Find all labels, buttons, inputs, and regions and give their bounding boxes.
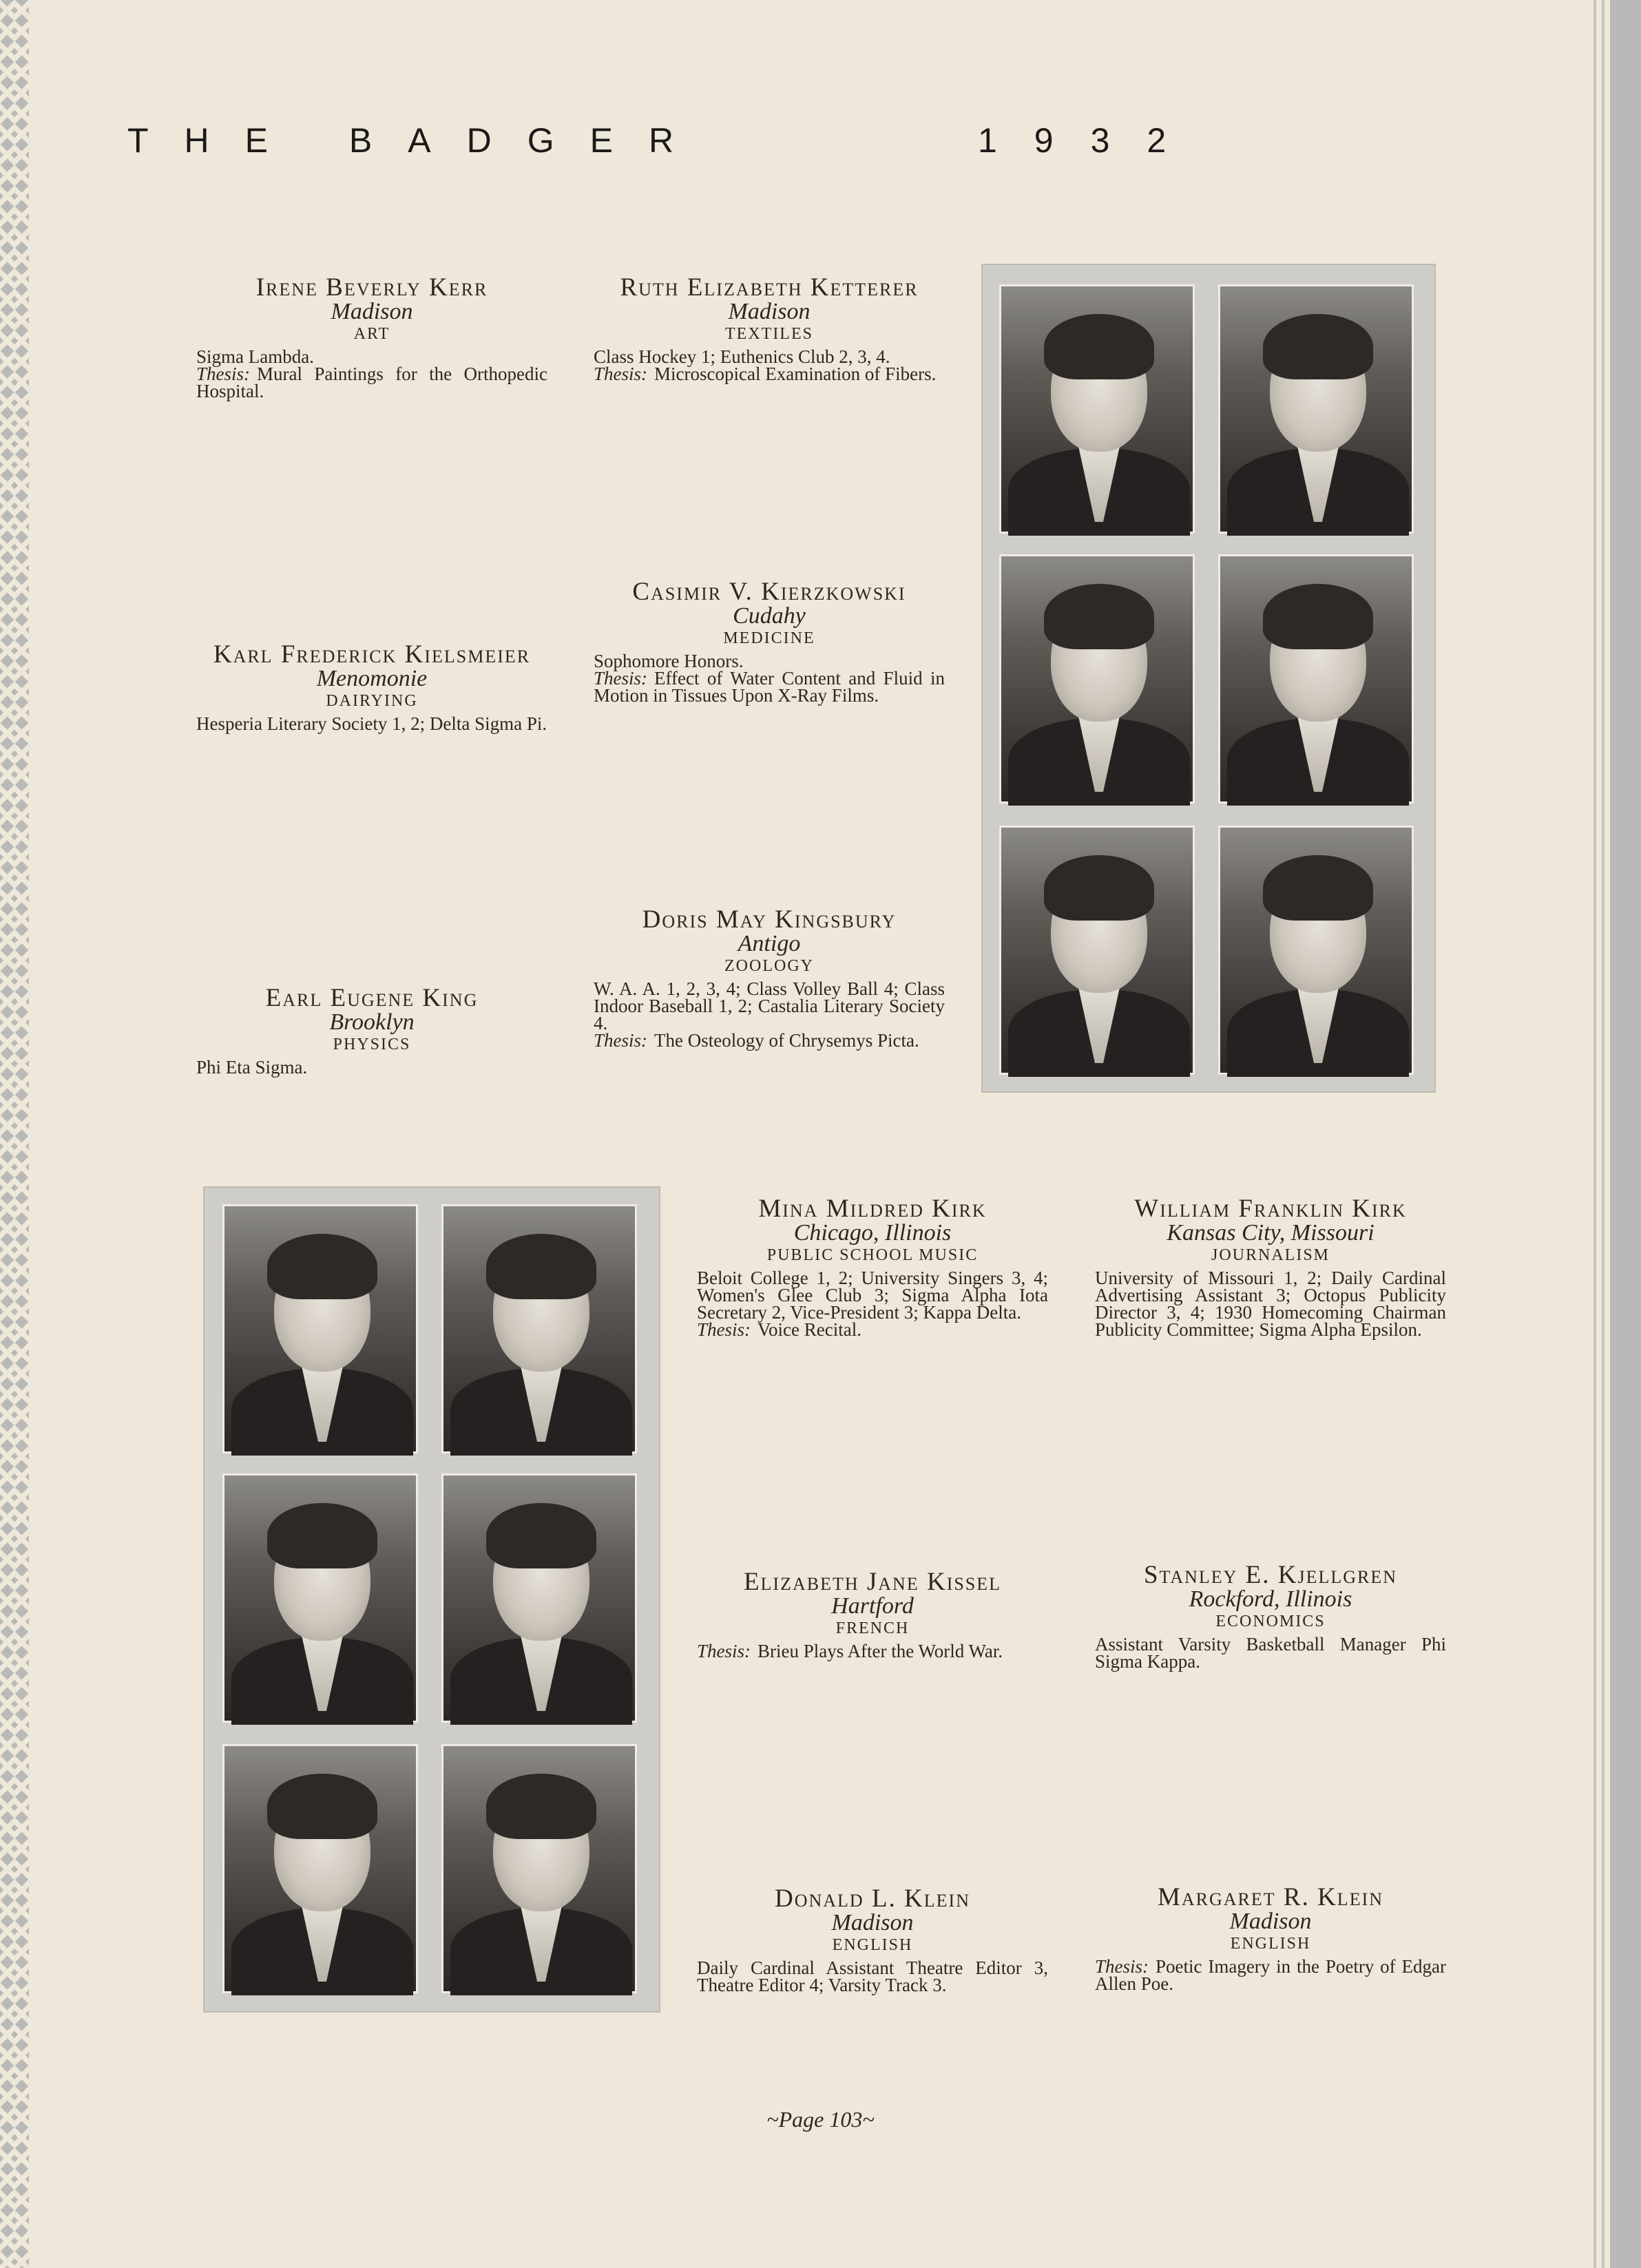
student-thesis xyxy=(697,1643,1048,1660)
right-decorative-border xyxy=(1589,0,1641,2268)
student-thesis xyxy=(697,1321,1048,1338)
entry-kissel xyxy=(697,1570,1048,1660)
entry-kielsmeier xyxy=(196,642,547,733)
student-name: Mina Mildred Kirk xyxy=(758,1195,987,1223)
thesis-label: Thesis: xyxy=(196,364,251,384)
student-major: TEXTILES xyxy=(725,325,813,343)
student-major: ENGLISH xyxy=(832,1936,913,1954)
student-name: Casimir V. Kierzkowski xyxy=(632,578,906,606)
student-town: Rockford, Illinois xyxy=(1189,1586,1352,1612)
student-town: Madison xyxy=(331,299,413,324)
portrait-photo xyxy=(999,284,1195,534)
portrait-photo xyxy=(1218,284,1414,534)
student-major: ZOOLOGY xyxy=(724,957,814,975)
student-major: JOURNALISM xyxy=(1211,1246,1330,1264)
student-name: Elizabeth Jane Kissel xyxy=(743,1568,1002,1596)
thesis-text: Voice Recital. xyxy=(757,1319,861,1340)
student-name: Earl Eugene King xyxy=(265,984,479,1012)
entry-william-kirk xyxy=(1095,1197,1446,1338)
student-major: ART xyxy=(353,325,390,343)
student-town: Madison xyxy=(1229,1909,1312,1934)
thesis-label: Thesis: xyxy=(1095,1956,1149,1977)
student-name: Margaret R. Klein xyxy=(1157,1883,1384,1911)
thesis-label: Thesis: xyxy=(697,1319,751,1340)
student-activities: Assistant Varsity Basketball Manager Phi Sigma Kappa. xyxy=(1095,1634,1446,1672)
student-town: Menomonie xyxy=(316,666,428,691)
entry-ketterer xyxy=(594,275,945,383)
student-thesis xyxy=(594,670,945,704)
thesis-label: Thesis: xyxy=(594,668,648,689)
student-major: ECONOMICS xyxy=(1215,1613,1326,1630)
thesis-label: Thesis: xyxy=(594,364,648,384)
student-thesis xyxy=(1095,1958,1446,1993)
student-town: Cudahy xyxy=(733,603,806,629)
student-activities: Sigma Lambda. xyxy=(196,346,314,367)
thesis-text: Brieu Plays After the World War. xyxy=(757,1641,1003,1661)
student-town: Hartford xyxy=(831,1593,914,1619)
portrait-photo xyxy=(222,1744,418,1993)
thesis-text: The Osteology of Chrysemys Picta. xyxy=(654,1030,919,1051)
entry-margaret-klein xyxy=(1095,1885,1446,1993)
student-name: Irene Beverly Kerr xyxy=(255,273,488,302)
portrait-photo xyxy=(441,1744,637,1993)
portrait-photo xyxy=(441,1204,637,1453)
student-town: Antigo xyxy=(738,931,801,956)
student-name: Karl Frederick Kielsmeier xyxy=(213,640,531,669)
student-major: DAIRYING xyxy=(326,692,418,710)
portrait-photo xyxy=(1218,826,1414,1075)
page-title: THE BADGER xyxy=(127,121,710,160)
portrait-photo xyxy=(1218,554,1414,804)
student-major: FRENCH xyxy=(835,1619,910,1637)
entry-donald-klein xyxy=(697,1884,1048,1995)
student-activities: Hesperia Literary Society 1, 2; Delta Sigma Pi. xyxy=(196,713,547,734)
page-number: ~Page 103~ xyxy=(766,2107,875,2132)
student-activities: Phi Eta Sigma. xyxy=(196,1057,308,1078)
photo-panel-bottom xyxy=(203,1186,660,2013)
entry-kerr xyxy=(196,275,547,400)
thesis-text: Poetic Imagery in the Poetry of Edgar Allen Poe. xyxy=(1095,1956,1446,1994)
student-thesis xyxy=(594,366,945,383)
portrait-photo xyxy=(441,1473,637,1723)
student-major: ENGLISH xyxy=(1230,1935,1311,1953)
student-major: PUBLIC SCHOOL MUSIC xyxy=(766,1246,979,1264)
student-activities: University of Missouri 1, 2; Daily Cardinal Advertising Assistant 3; Octopus Publicity Director 3, 4; 1930 Homecoming Chairman Publicity Committee; Sigma Alpha Epsilon. xyxy=(1095,1268,1446,1340)
portrait-photo xyxy=(999,554,1195,804)
student-town: Madison xyxy=(831,1910,914,1935)
portrait-photo xyxy=(222,1204,418,1453)
entry-kjellgren xyxy=(1095,1563,1446,1670)
thesis-label: Thesis: xyxy=(594,1030,648,1051)
student-town: Chicago, Illinois xyxy=(793,1220,952,1246)
thesis-text: Mural Paintings for the Orthopedic Hospital. xyxy=(196,364,547,401)
student-major: PHYSICS xyxy=(333,1036,411,1053)
entry-kierzkowski xyxy=(594,580,945,704)
left-decorative-border xyxy=(0,0,29,2268)
student-town: Madison xyxy=(728,299,811,324)
student-name: Stanley E. Kjellgren xyxy=(1143,1561,1398,1589)
student-name: Ruth Elizabeth Ketterer xyxy=(620,273,919,302)
student-activities: W. A. A. 1, 2, 3, 4; Class Volley Ball 4; Class Indoor Baseball 1, 2; Castalia Literary Society 4. xyxy=(594,978,945,1033)
portrait-photo xyxy=(222,1473,418,1723)
entry-king xyxy=(196,986,547,1076)
student-major: MEDICINE xyxy=(723,629,815,647)
entry-kingsbury xyxy=(594,907,945,1049)
thesis-label: Thesis: xyxy=(697,1641,751,1661)
student-thesis xyxy=(196,366,547,400)
student-name: William Franklin Kirk xyxy=(1134,1195,1407,1223)
student-activities: Daily Cardinal Assistant Theatre Editor 3, Theatre Editor 4; Varsity Track 3. xyxy=(697,1957,1048,1995)
thesis-text: Microscopical Examination of Fibers. xyxy=(654,364,937,384)
student-activities: Class Hockey 1; Euthenics Club 2, 3, 4. xyxy=(594,346,890,367)
student-town: Brooklyn xyxy=(329,1009,415,1035)
thesis-text: Effect of Water Content and Fluid in Motion in Tissues Upon X-Ray Films. xyxy=(594,668,945,706)
page-year: 1932 xyxy=(978,121,1204,160)
student-activities: Beloit College 1, 2; University Singers 3, 4; Women's Glee Club 3; Sigma Alpha Iota Secretary 2, Vice-President 3; Kappa Delta. xyxy=(697,1268,1048,1323)
student-name: Donald L. Klein xyxy=(775,1884,970,1913)
portrait-photo xyxy=(999,826,1195,1075)
student-thesis xyxy=(594,1032,945,1049)
entry-mina-kirk xyxy=(697,1197,1048,1338)
photo-panel-top xyxy=(981,264,1436,1093)
student-town: Kansas City, Missouri xyxy=(1167,1220,1375,1246)
student-name: Doris May Kingsbury xyxy=(642,905,897,934)
student-activities: Sophomore Honors. xyxy=(594,651,744,671)
